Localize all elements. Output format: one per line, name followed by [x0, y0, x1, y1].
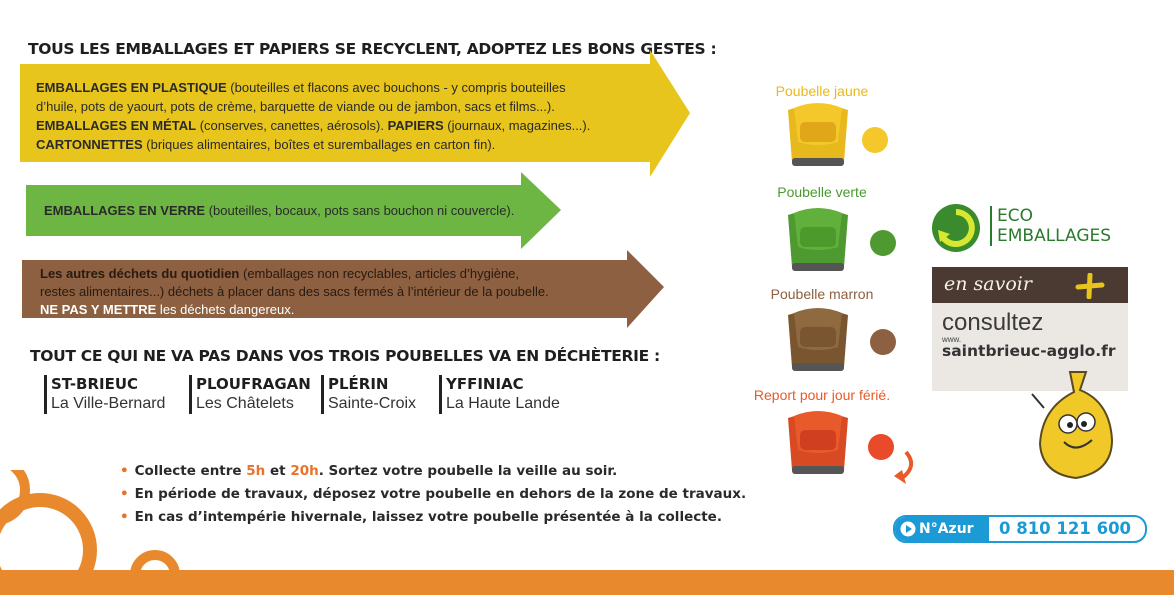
brown-arrow-text: Les autres déchets du quotidien (emballages non recyclables, articles d’hygiène, restes alimentaires...) déchets à placer dans des sacs fermés à l’intérieur de la poubelle. NE PAS Y METTRE les déchets dangereux. [40, 266, 549, 317]
plus-icon [1072, 273, 1106, 299]
brown-bin-icon [778, 305, 858, 375]
azur-tag: N°Azur [895, 517, 989, 541]
green-bin-icon [778, 205, 858, 275]
phone-number[interactable]: 0 810 121 600 [999, 519, 1132, 538]
collection-rules [120, 460, 746, 529]
city-plerin: PLÉRIN Sainte-Croix [321, 375, 416, 414]
play-icon [900, 521, 916, 537]
azur-phone-badge[interactable] [893, 515, 1147, 543]
en-savoir-text: en savoir [944, 273, 1032, 295]
eco-emballages-logo [928, 200, 1112, 261]
city-ploufragan: PLOUFRAGAN Les Châtelets [189, 375, 311, 414]
report-arrow-icon [888, 448, 922, 488]
bin-label-jaune: Poubelle jaune [775, 83, 869, 99]
bin-label-verte: Poubelle verte [777, 184, 867, 200]
heading-recyclent: TOUS LES EMBALLAGES ET PAPIERS SE RECYCLENT, ADOPTEZ LES BONS GESTES : [28, 40, 717, 58]
city-yffiniac: YFFINIAC La Haute Lande [439, 375, 560, 414]
city-st-brieuc: ST-BRIEUC La Ville-Bernard [44, 375, 165, 414]
brown-dot-icon [868, 327, 898, 357]
recycle-logo-icon [928, 200, 984, 256]
consultez-text: consultez [942, 309, 1044, 336]
bin-label-report: Report pour jour férié. [753, 387, 891, 403]
red-bin-icon [778, 408, 858, 488]
www-text: www. [942, 335, 962, 344]
green-dot-icon [868, 228, 898, 258]
bullet-collecte: • Collecte entre 5h et 20h. Sortez votre poubelle la veille au soir. [120, 463, 618, 479]
bullet-travaux: • En période de travaux, déposez votre poubelle en dehors de la zone de travaux. [120, 486, 747, 502]
yellow-arrow-text: EMBALLAGES EN PLASTIQUE (bouteilles et flacons avec bouchons - y compris bouteilles d’huile, pots de yaourt, pots de crème, barquette de viande ou de jambon, sacs et films...). EMBALLAGES EN MÉTAL (conserves, canettes, aérosols). PAPIERS (journaux, magazines...). CARTONNETTES (briques alimentaires, boîtes et suremballages en carton fin). [36, 80, 591, 152]
footer-band [0, 570, 1174, 595]
heading-dechetterie: TOUT CE QUI NE VA PAS DANS VOS TROIS POUBELLES VA EN DÉCHÈTERIE : [30, 347, 660, 365]
yellow-bin-icon [778, 100, 858, 170]
eco-emballages-text: ECO EMBALLAGES [990, 206, 1111, 246]
green-arrow-text: EMBALLAGES EN VERRE (bouteilles, bocaux, pots sans bouchon ni couvercle). [44, 203, 515, 218]
bin-label-marron: Poubelle marron [770, 286, 874, 302]
bullet-intemperie: • En cas d’intempérie hivernale, laissez votre poubelle présentée à la collecte. [120, 509, 722, 525]
website-link[interactable]: saintbrieuc-agglo.fr [942, 342, 1116, 360]
yellow-dot-icon [860, 125, 890, 155]
trash-bag-mascot [1030, 368, 1120, 486]
